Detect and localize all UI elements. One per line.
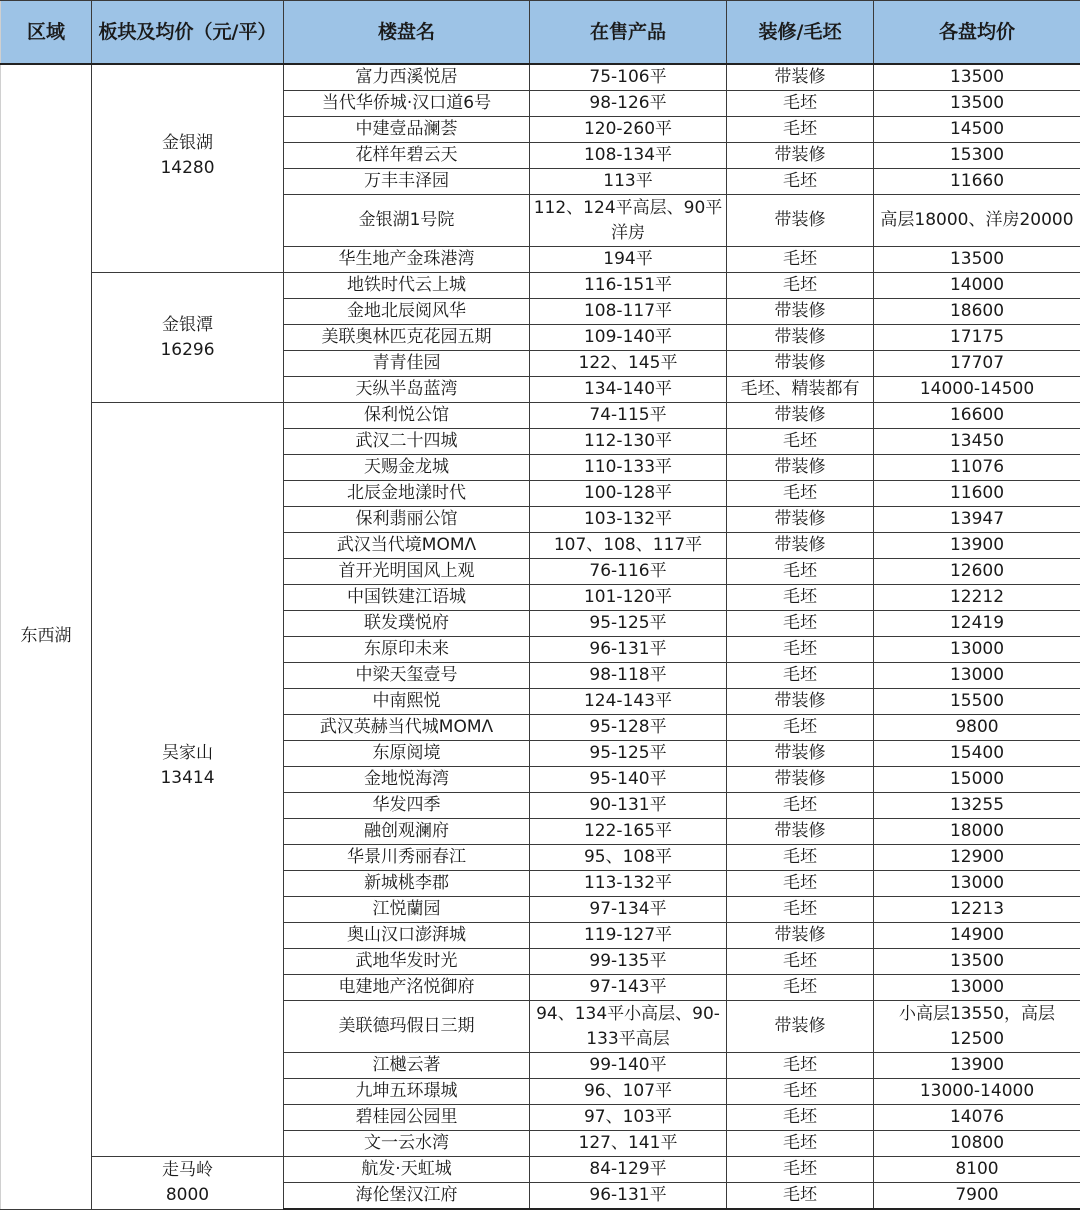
finish-type: 毛坯 — [727, 273, 874, 299]
project-price: 高层18000、洋房20000 — [874, 195, 1080, 247]
product-size: 90-131平 — [530, 793, 727, 819]
project-name: 中梁天玺壹号 — [284, 663, 530, 689]
finish-type: 毛坯 — [727, 91, 874, 117]
finish-type: 毛坯 — [727, 897, 874, 923]
project-price: 15300 — [874, 143, 1080, 169]
block-avg-price: 14280 — [160, 158, 215, 178]
project-price: 14076 — [874, 1105, 1080, 1131]
product-size: 99-140平 — [530, 1053, 727, 1079]
project-name: 青青佳园 — [284, 351, 530, 377]
finish-type: 毛坯 — [727, 663, 874, 689]
project-name: 武汉当代境MOMΛ — [284, 533, 530, 559]
project-name: 美联奥林匹克花园五期 — [284, 325, 530, 351]
project-name: 奥山汉口澎湃城 — [284, 923, 530, 949]
product-size: 116-151平 — [530, 273, 727, 299]
header-region: 区域 — [1, 1, 92, 65]
product-size: 108-134平 — [530, 143, 727, 169]
project-price: 10800 — [874, 1131, 1080, 1157]
finish-type: 带装修 — [727, 741, 874, 767]
finish-type: 毛坯 — [727, 975, 874, 1001]
finish-type: 带装修 — [727, 195, 874, 247]
project-price: 11660 — [874, 169, 1080, 195]
project-price: 13000 — [874, 975, 1080, 1001]
project-name: 新城桃李郡 — [284, 871, 530, 897]
block-name: 走马岭 — [162, 1159, 213, 1180]
project-price: 13255 — [874, 793, 1080, 819]
project-price: 15000 — [874, 767, 1080, 793]
product-size: 99-135平 — [530, 949, 727, 975]
project-price: 12900 — [874, 845, 1080, 871]
project-price: 14000 — [874, 273, 1080, 299]
table-row — [1, 403, 1080, 429]
project-price: 13500 — [874, 64, 1080, 91]
product-size: 119-127平 — [530, 923, 727, 949]
project-name: 东原阅境 — [284, 741, 530, 767]
product-size: 124-143平 — [530, 689, 727, 715]
project-name: 首开光明国风上观 — [284, 559, 530, 585]
finish-type: 带装修 — [727, 143, 874, 169]
product-size: 134-140平 — [530, 377, 727, 403]
project-name: 华景川秀丽春江 — [284, 845, 530, 871]
project-name: 金银湖1号院 — [284, 195, 530, 247]
product-size: 98-126平 — [530, 91, 727, 117]
finish-type: 毛坯 — [727, 845, 874, 871]
finish-type: 毛坯 — [727, 1105, 874, 1131]
project-name: 武汉二十四城 — [284, 429, 530, 455]
finish-type: 带装修 — [727, 923, 874, 949]
project-price: 小高层13550，高层12500 — [874, 1001, 1080, 1053]
product-size: 110-133平 — [530, 455, 727, 481]
project-price: 13500 — [874, 91, 1080, 117]
finish-type: 带装修 — [727, 533, 874, 559]
finish-type: 毛坯 — [727, 1157, 874, 1183]
product-size: 95-140平 — [530, 767, 727, 793]
project-name: 天赐金龙城 — [284, 455, 530, 481]
project-name: 保利悦公馆 — [284, 403, 530, 429]
project-price: 14900 — [874, 923, 1080, 949]
project-name: 金地悦海湾 — [284, 767, 530, 793]
finish-type: 毛坯 — [727, 559, 874, 585]
project-price: 11076 — [874, 455, 1080, 481]
product-size: 84-129平 — [530, 1157, 727, 1183]
finish-type: 带装修 — [727, 64, 874, 91]
project-price: 14000-14500 — [874, 377, 1080, 403]
product-size: 98-118平 — [530, 663, 727, 689]
project-name: 武汉英赫当代城MOMΛ — [284, 715, 530, 741]
finish-type: 毛坯 — [727, 871, 874, 897]
finish-type: 带装修 — [727, 767, 874, 793]
project-name: 文一云水湾 — [284, 1131, 530, 1157]
table-row — [1, 64, 1080, 91]
finish-type: 毛坯 — [727, 1053, 874, 1079]
project-price: 12419 — [874, 611, 1080, 637]
product-size: 76-116平 — [530, 559, 727, 585]
finish-type: 毛坯 — [727, 117, 874, 143]
project-price: 13500 — [874, 949, 1080, 975]
district-cell: 东西湖 — [1, 64, 92, 1209]
product-size: 109-140平 — [530, 325, 727, 351]
project-price: 13947 — [874, 507, 1080, 533]
product-size: 95-125平 — [530, 741, 727, 767]
block-name: 吴家山 — [162, 743, 213, 763]
product-size: 96-131平 — [530, 637, 727, 663]
project-price: 15500 — [874, 689, 1080, 715]
project-price: 13500 — [874, 247, 1080, 273]
project-price: 11600 — [874, 481, 1080, 507]
block-name: 金银湖 — [162, 133, 213, 153]
project-name: 融创观澜府 — [284, 819, 530, 845]
header-project: 楼盘名 — [284, 1, 530, 65]
project-name: 海伦堡汉江府 — [284, 1183, 530, 1210]
product-size: 113平 — [530, 169, 727, 195]
product-size: 94、134平小高层、90-133平高层 — [530, 1001, 727, 1053]
finish-type: 毛坯 — [727, 1131, 874, 1157]
product-size: 96、107平 — [530, 1079, 727, 1105]
header-product: 在售产品 — [530, 1, 727, 65]
finish-type: 带装修 — [727, 403, 874, 429]
finish-type: 毛坯 — [727, 949, 874, 975]
block-cell — [92, 273, 284, 403]
product-size: 120-260平 — [530, 117, 727, 143]
finish-type: 毛坯 — [727, 611, 874, 637]
finish-type: 带装修 — [727, 299, 874, 325]
project-name: 中建壹品澜荟 — [284, 117, 530, 143]
finish-type: 带装修 — [727, 1001, 874, 1053]
product-size: 122、145平 — [530, 351, 727, 377]
project-name: 江悦蘭园 — [284, 897, 530, 923]
finish-type: 带装修 — [727, 351, 874, 377]
project-price: 7900 — [874, 1183, 1080, 1210]
project-name: 中南熙悦 — [284, 689, 530, 715]
project-price: 12212 — [874, 585, 1080, 611]
header-block: 板块及均价（元/平） — [92, 1, 284, 65]
project-price: 12600 — [874, 559, 1080, 585]
project-price: 16600 — [874, 403, 1080, 429]
project-price: 14500 — [874, 117, 1080, 143]
finish-type: 毛坯 — [727, 585, 874, 611]
project-price: 13000 — [874, 871, 1080, 897]
finish-type: 带装修 — [727, 455, 874, 481]
finish-type: 毛坯 — [727, 169, 874, 195]
project-name: 花样年碧云天 — [284, 143, 530, 169]
block-avg-price: 8000 — [165, 1184, 210, 1205]
block-cell — [92, 1157, 284, 1210]
table-body — [1, 64, 1080, 1209]
product-size: 122-165平 — [530, 819, 727, 845]
finish-type: 带装修 — [727, 325, 874, 351]
product-size: 75-106平 — [530, 64, 727, 91]
project-name: 航发·天虹城 — [284, 1157, 530, 1183]
product-size: 95-128平 — [530, 715, 727, 741]
project-price: 13000 — [874, 663, 1080, 689]
finish-type: 带装修 — [727, 819, 874, 845]
project-price: 13900 — [874, 533, 1080, 559]
product-size: 103-132平 — [530, 507, 727, 533]
project-price: 13000-14000 — [874, 1079, 1080, 1105]
product-size: 74-115平 — [530, 403, 727, 429]
project-name: 万丰丰泽园 — [284, 169, 530, 195]
finish-type: 毛坯 — [727, 429, 874, 455]
project-price: 13450 — [874, 429, 1080, 455]
project-name: 富力西溪悦居 — [284, 64, 530, 91]
block-avg-price: 16296 — [160, 339, 215, 360]
block-cell — [92, 403, 284, 1157]
project-name: 九坤五环璟城 — [284, 1079, 530, 1105]
finish-type: 毛坯 — [727, 637, 874, 663]
project-price: 13000 — [874, 637, 1080, 663]
project-name: 华发四季 — [284, 793, 530, 819]
product-size: 113-132平 — [530, 871, 727, 897]
project-price: 9800 — [874, 715, 1080, 741]
project-price: 15400 — [874, 741, 1080, 767]
project-price: 18000 — [874, 819, 1080, 845]
project-name: 武地华发时光 — [284, 949, 530, 975]
finish-type: 毛坯 — [727, 247, 874, 273]
project-name: 美联德玛假日三期 — [284, 1001, 530, 1053]
block-name: 金银潭 — [162, 314, 213, 335]
finish-type: 带装修 — [727, 507, 874, 533]
project-name: 江樾云著 — [284, 1053, 530, 1079]
finish-type: 毛坯 — [727, 1183, 874, 1210]
finish-type: 毛坯、精装都有 — [727, 377, 874, 403]
project-price: 12213 — [874, 897, 1080, 923]
product-size: 96-131平 — [530, 1183, 727, 1210]
finish-type: 毛坯 — [727, 481, 874, 507]
finish-type: 毛坯 — [727, 1079, 874, 1105]
project-name: 当代华侨城·汉口道6号 — [284, 91, 530, 117]
product-size: 97、103平 — [530, 1105, 727, 1131]
product-size: 95、108平 — [530, 845, 727, 871]
product-size: 101-120平 — [530, 585, 727, 611]
project-price: 18600 — [874, 299, 1080, 325]
product-size: 107、108、117平 — [530, 533, 727, 559]
project-name: 保利翡丽公馆 — [284, 507, 530, 533]
project-name: 北辰金地漾时代 — [284, 481, 530, 507]
project-name: 华生地产金珠港湾 — [284, 247, 530, 273]
finish-type: 毛坯 — [727, 793, 874, 819]
product-size: 112、124平高层、90平洋房 — [530, 195, 727, 247]
product-size: 100-128平 — [530, 481, 727, 507]
project-price: 17175 — [874, 325, 1080, 351]
finish-type: 毛坯 — [727, 715, 874, 741]
product-size: 194平 — [530, 247, 727, 273]
block-cell — [92, 64, 284, 273]
product-size: 112-130平 — [530, 429, 727, 455]
product-size: 127、141平 — [530, 1131, 727, 1157]
header-finish: 装修/毛坯 — [727, 1, 874, 65]
project-name: 天纵半岛蓝湾 — [284, 377, 530, 403]
header-row — [1, 1, 1080, 65]
project-name: 金地北辰阅风华 — [284, 299, 530, 325]
product-size: 108-117平 — [530, 299, 727, 325]
project-price: 13900 — [874, 1053, 1080, 1079]
table-row — [1, 1157, 1080, 1183]
project-price: 8100 — [874, 1157, 1080, 1183]
header-price: 各盘均价 — [874, 1, 1080, 65]
project-name: 东原印未来 — [284, 637, 530, 663]
project-price: 17707 — [874, 351, 1080, 377]
project-name: 地铁时代云上城 — [284, 273, 530, 299]
project-name: 电建地产洺悦御府 — [284, 975, 530, 1001]
block-avg-price: 13414 — [160, 768, 215, 788]
product-size: 97-143平 — [530, 975, 727, 1001]
table-row — [1, 273, 1080, 299]
project-name: 中国铁建江语城 — [284, 585, 530, 611]
project-name: 碧桂园公园里 — [284, 1105, 530, 1131]
product-size: 95-125平 — [530, 611, 727, 637]
product-size: 97-134平 — [530, 897, 727, 923]
finish-type: 带装修 — [727, 689, 874, 715]
project-name: 联发璞悦府 — [284, 611, 530, 637]
